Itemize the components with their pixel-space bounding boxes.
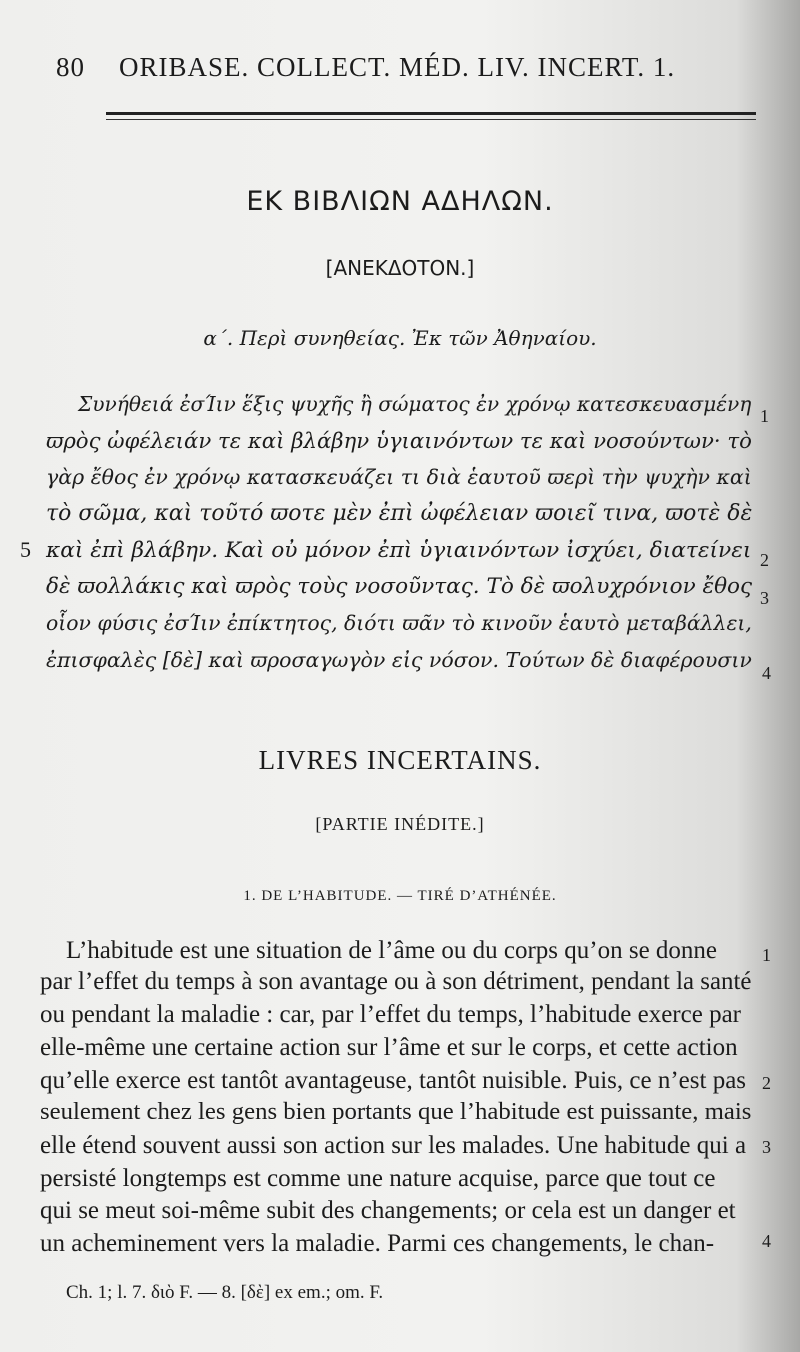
french-line-2: par l’effet du temps à son avantage ou à son détriment, pendant la santé — [40, 968, 752, 995]
french-margin-number-3: 3 — [762, 1137, 771, 1157]
page-number: 80 — [56, 52, 85, 82]
footnote: Ch. 1; l. 7. διὸ F. — 8. [δὲ] ex em.; om. F. — [66, 1282, 384, 1303]
french-section-title: LIVRES INCERTAINS. — [258, 745, 542, 775]
greek-section-title: ΕΚ ΒΙΒΛΙΩΝ ΑΔΗΛΩΝ. — [246, 186, 554, 217]
french-line-6: seulement chez les gens bien portants que l’habitude est puissante, mais — [40, 1098, 752, 1125]
header-rule-thick — [106, 112, 756, 115]
french-line-3: ou pendant la maladie : car, par l’effet du temps, l’habitude exerce par — [40, 1001, 742, 1028]
french-line-8: persisté longtemps est comme une nature acquise, parce que tout ce — [40, 1165, 716, 1192]
french-line-10: un acheminement vers la maladie. Parmi ces changements, le chan- — [40, 1230, 715, 1257]
greek-line-7: οἷον φύσις ἐσΊιν ἐπίκτητος, διότι ϖᾶν τὸ κινοῦν ἑαυτὸ μεταβάλλει, — [46, 611, 752, 635]
greek-margin-number-4: 4 — [762, 663, 771, 683]
french-margin-number-1: 1 — [762, 945, 771, 965]
greek-margin-number-2: 2 — [760, 550, 769, 570]
greek-line-5: καὶ ἐπὶ βλάβην. Καὶ οὐ μόνον ἐπὶ ὑγιαινόντων ἰσχύει, διατείνει — [46, 538, 752, 563]
greek-line-6: δὲ ϖολλάκις καὶ ϖρὸς τοὺς νοσοῦντας. Τὸ δὲ ϖολυχρόνιον ἔθος — [46, 574, 753, 599]
french-section-subtitle: [PARTIE INÉDITE.] — [315, 814, 485, 834]
header-rule-thin — [106, 119, 756, 120]
greek-section-subtitle: [ΑΝΕΚΔΟΤΟΝ.] — [325, 256, 475, 280]
french-line-4: elle-même une certaine action sur l’âme et sur le corps, et cette action — [40, 1034, 738, 1061]
greek-line-1: Συνήθειά ἐσΊιν ἕξις ψυχῆς ἢ σώματος ἐν χρόνῳ κατεσκευασμένη — [78, 392, 752, 416]
running-title: ORIBASE. COLLECT. MÉD. LIV. INCERT. 1. — [119, 52, 676, 82]
greek-line-4: τὸ σῶμα, καὶ τοῦτό ϖοτε μὲν ἐπὶ ὠφέλειαν ϖοιεῖ τινα, ϖοτὲ δὲ — [46, 501, 753, 526]
running-head — [56, 52, 675, 83]
greek-chapter-heading: α΄. Περὶ συνηθείας. Ἐκ τῶν Ἀθηναίου. — [203, 326, 597, 350]
greek-line-3: γὰρ ἔθος ἐν χρόνῳ κατασκευάζει τι διὰ ἑαυτοῦ ϖερὶ τὴν ψυχὴν καὶ — [46, 465, 752, 489]
greek-line-number: 5 — [20, 537, 31, 562]
french-line-5: qu’elle exerce est tantôt avantageuse, tantôt nuisible. Puis, ce n’est pas — [40, 1067, 747, 1094]
greek-margin-number-1: 1 — [760, 406, 769, 426]
french-line-1: L’habitude est une situation de l’âme ou du corps qu’on se donne — [66, 937, 718, 964]
french-chapter-heading: 1. DE L’HABITUDE. — TIRÉ D’ATHÉNÉE. — [243, 888, 557, 904]
greek-line-2: ϖρὸς ὠφέλειάν τε καὶ βλάβην ὑγιαινόντων τε καὶ νοσούντων· τὸ — [46, 429, 752, 454]
french-line-7: elle étend souvent aussi son action sur les malades. Une habitude qui a — [40, 1132, 747, 1159]
french-line-9: qui se meut soi-même subit des changements; or cela est un danger et — [40, 1197, 736, 1224]
greek-margin-number-3: 3 — [760, 588, 769, 608]
french-margin-number-4: 4 — [762, 1231, 771, 1251]
french-margin-number-2: 2 — [762, 1073, 771, 1093]
greek-line-8: ἐπισφαλὲς [δὲ] καὶ ϖροσαγωγὸν εἰς νόσον. Τούτων δὲ διαφέρουσιν — [46, 648, 752, 672]
